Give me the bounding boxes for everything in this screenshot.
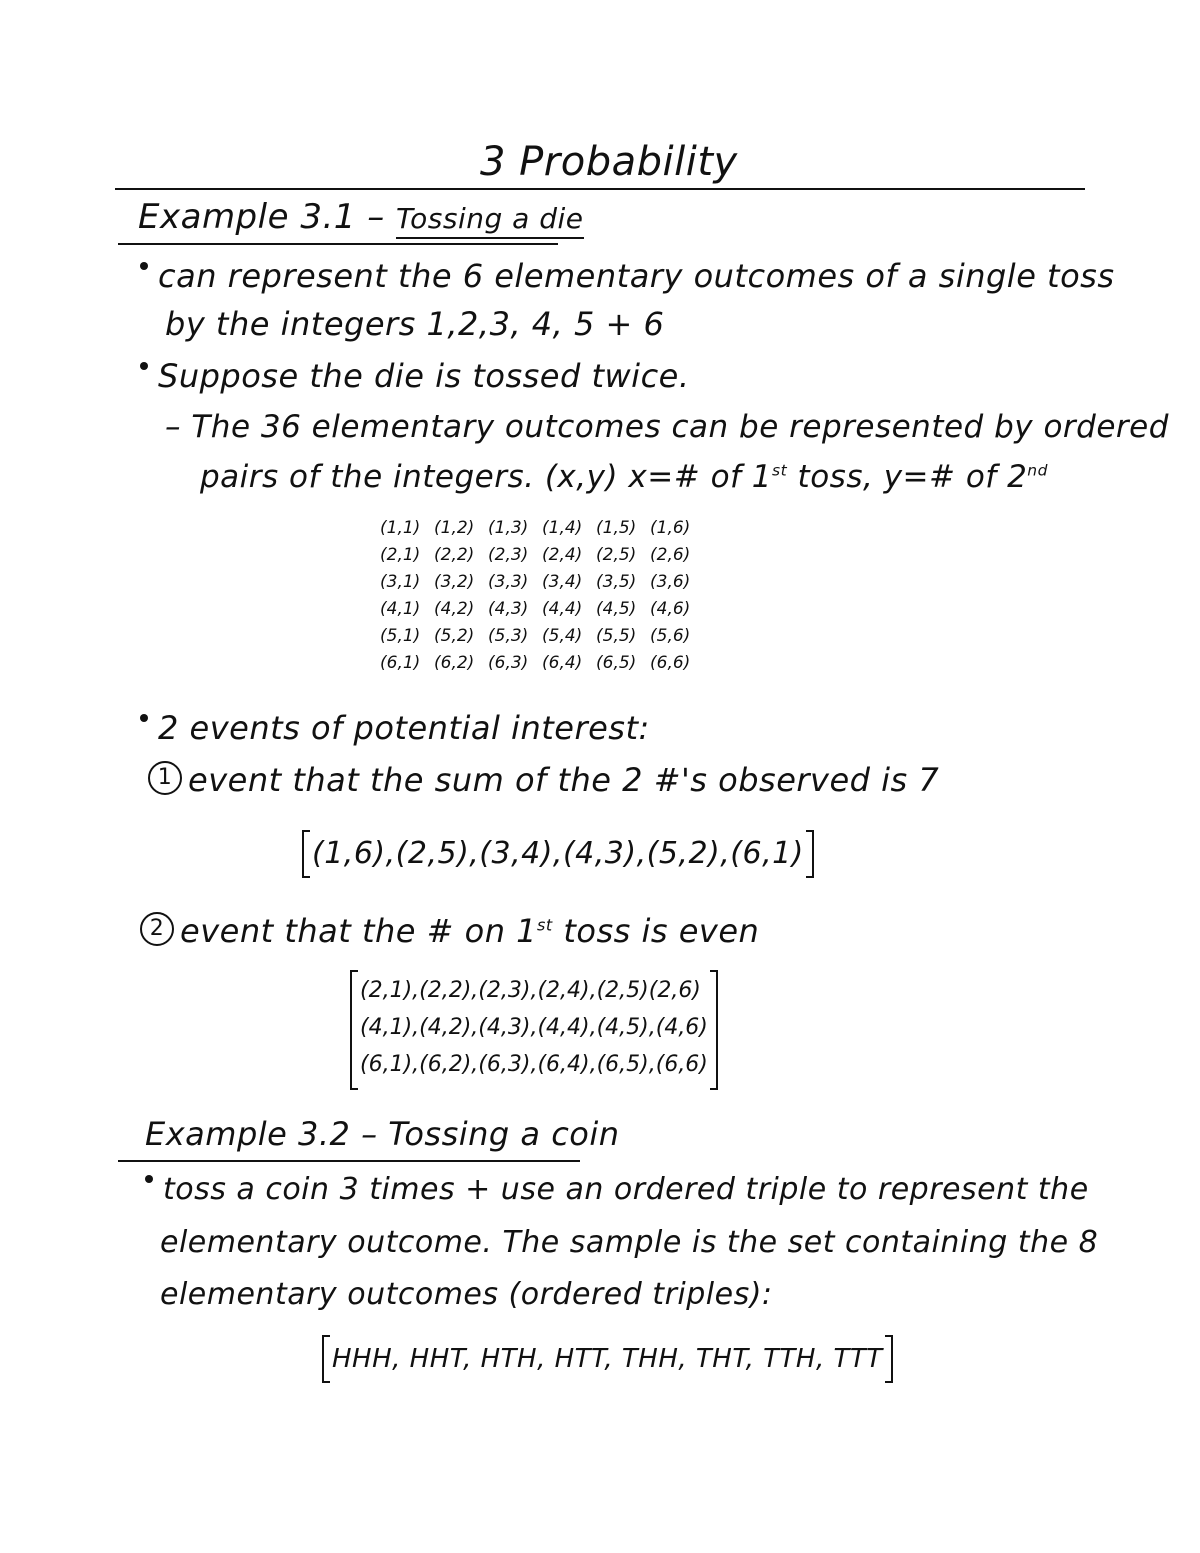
outcome-cell: (5,2) [434, 626, 475, 646]
outcome-cell: (2,5) [596, 545, 637, 565]
bullet-dot [140, 714, 148, 722]
outcome-cell: (6,1) [380, 653, 421, 673]
page-title: 3 Probability [480, 139, 738, 185]
example-3-1-topic: Tossing a die [396, 202, 584, 239]
outcome-cell: (4,4) [542, 599, 583, 619]
circled-number-1: 1 [148, 761, 182, 795]
coin-bullet-line-2: elementary outcome. The sample is the set containing the 8 [160, 1225, 1099, 1260]
ordered-pair-definition-cont: toss, y=# of 2 [787, 459, 1028, 495]
coin-bullet-line-1 [145, 1172, 1089, 1207]
outcome-cell: (2,3) [488, 545, 529, 565]
outcome-cell: (3,2) [434, 572, 475, 592]
outcome-cell: (6,3) [488, 653, 529, 673]
dash-36-outcomes-line-1: – The 36 elementary outcomes can be represented by ordered [165, 409, 1169, 445]
bullet-events-of-interest [140, 709, 650, 747]
superscript-st: st [772, 461, 788, 480]
outcome-cell: (5,3) [488, 626, 529, 646]
outcome-cell: (5,4) [542, 626, 583, 646]
outcome-cell: (4,3) [488, 599, 529, 619]
outcome-cell: (6,6) [650, 653, 691, 673]
outcomes-grid [380, 518, 704, 680]
dash-36-outcomes-line-2 [200, 459, 1048, 495]
outcome-cell: (6,5) [596, 653, 637, 673]
outcome-cell: (4,2) [434, 599, 475, 619]
event-2-set-row: (6,1),(6,2),(6,3),(6,4),(6,5),(6,6) [360, 1052, 708, 1077]
example-3-1-label: Example 3.1 – [138, 197, 385, 237]
example-3-1-heading [138, 197, 584, 237]
outcome-cell: (2,4) [542, 545, 583, 565]
event-2-set-row: (4,1),(4,2),(4,3),(4,4),(4,5),(4,6) [360, 1015, 708, 1040]
outcome-cell: (1,4) [542, 518, 583, 538]
superscript-st: st [537, 915, 553, 935]
outcome-cell: (1,6) [650, 518, 691, 538]
bullet-tossed-twice-text: Suppose the die is tossed twice. [158, 357, 690, 395]
outcome-cell: (6,2) [434, 653, 475, 673]
event-2-text: event that the # on 1 [180, 912, 538, 950]
outcome-cell: (3,1) [380, 572, 421, 592]
example-3-2-underline [118, 1160, 580, 1162]
bullet-outcomes-line-2: by the integers 1,2,3, 4, 5 + 6 [165, 305, 665, 343]
outcome-cell: (6,4) [542, 653, 583, 673]
event-1-set-values: (1,6),(2,5),(3,4),(4,3),(5,2),(6,1) [312, 836, 804, 871]
outcome-cell: (1,2) [434, 518, 475, 538]
title-rule [115, 188, 1085, 190]
bullet-outcomes-text: can represent the 6 elementary outcomes of a single toss [158, 257, 1115, 295]
bullet-dot [140, 262, 148, 270]
outcome-cell: (2,6) [650, 545, 691, 565]
outcome-cell: (4,6) [650, 599, 691, 619]
event-1-text: event that the sum of the 2 #'s observed is 7 [188, 761, 940, 799]
outcome-cell: (5,6) [650, 626, 691, 646]
outcome-cell: (5,5) [596, 626, 637, 646]
outcome-cell: (3,5) [596, 572, 637, 592]
event-2-set-row: (2,1),(2,2),(2,3),(2,4),(2,5)(2,6) [360, 978, 701, 1003]
event-2-set [350, 970, 718, 1090]
outcome-cell: (3,3) [488, 572, 529, 592]
outcome-cell: (4,5) [596, 599, 637, 619]
bullet-dot [145, 1175, 153, 1183]
coin-bullet-line-3: elementary outcomes (ordered triples): [160, 1277, 773, 1312]
example-3-1-underline [118, 243, 558, 245]
outcome-cell: (4,1) [380, 599, 421, 619]
outcome-cell: (1,1) [380, 518, 421, 538]
superscript-nd: nd [1027, 461, 1048, 480]
outcome-cell: (1,5) [596, 518, 637, 538]
event-1-set [302, 830, 814, 878]
coin-bullet-text: toss a coin 3 times + use an ordered triple to represent the [163, 1172, 1089, 1207]
example-3-2-heading: Example 3.2 – Tossing a coin [145, 1115, 620, 1153]
outcome-cell: (3,4) [542, 572, 583, 592]
outcome-cell: (5,1) [380, 626, 421, 646]
outcome-cell: (3,6) [650, 572, 691, 592]
event-1-description [148, 761, 940, 799]
outcome-cell: (1,3) [488, 518, 529, 538]
coin-sample-space-values: HHH, HHT, HTH, HTT, THH, THT, TTH, TTT [332, 1344, 883, 1374]
coin-sample-space-set [322, 1335, 893, 1383]
outcome-cell: (2,1) [380, 545, 421, 565]
bullet-tossed-twice [140, 357, 690, 395]
bullet-outcomes-line-1 [140, 257, 1115, 295]
event-2-text-cont: toss is even [552, 912, 760, 950]
outcome-cell: (2,2) [434, 545, 475, 565]
ordered-pair-definition: pairs of the integers. (x,y) x=# of 1 [200, 459, 773, 495]
event-2-description [140, 912, 760, 950]
circled-number-2: 2 [140, 912, 174, 946]
bullet-dot [140, 362, 148, 370]
bullet-events-text: 2 events of potential interest: [158, 709, 650, 747]
